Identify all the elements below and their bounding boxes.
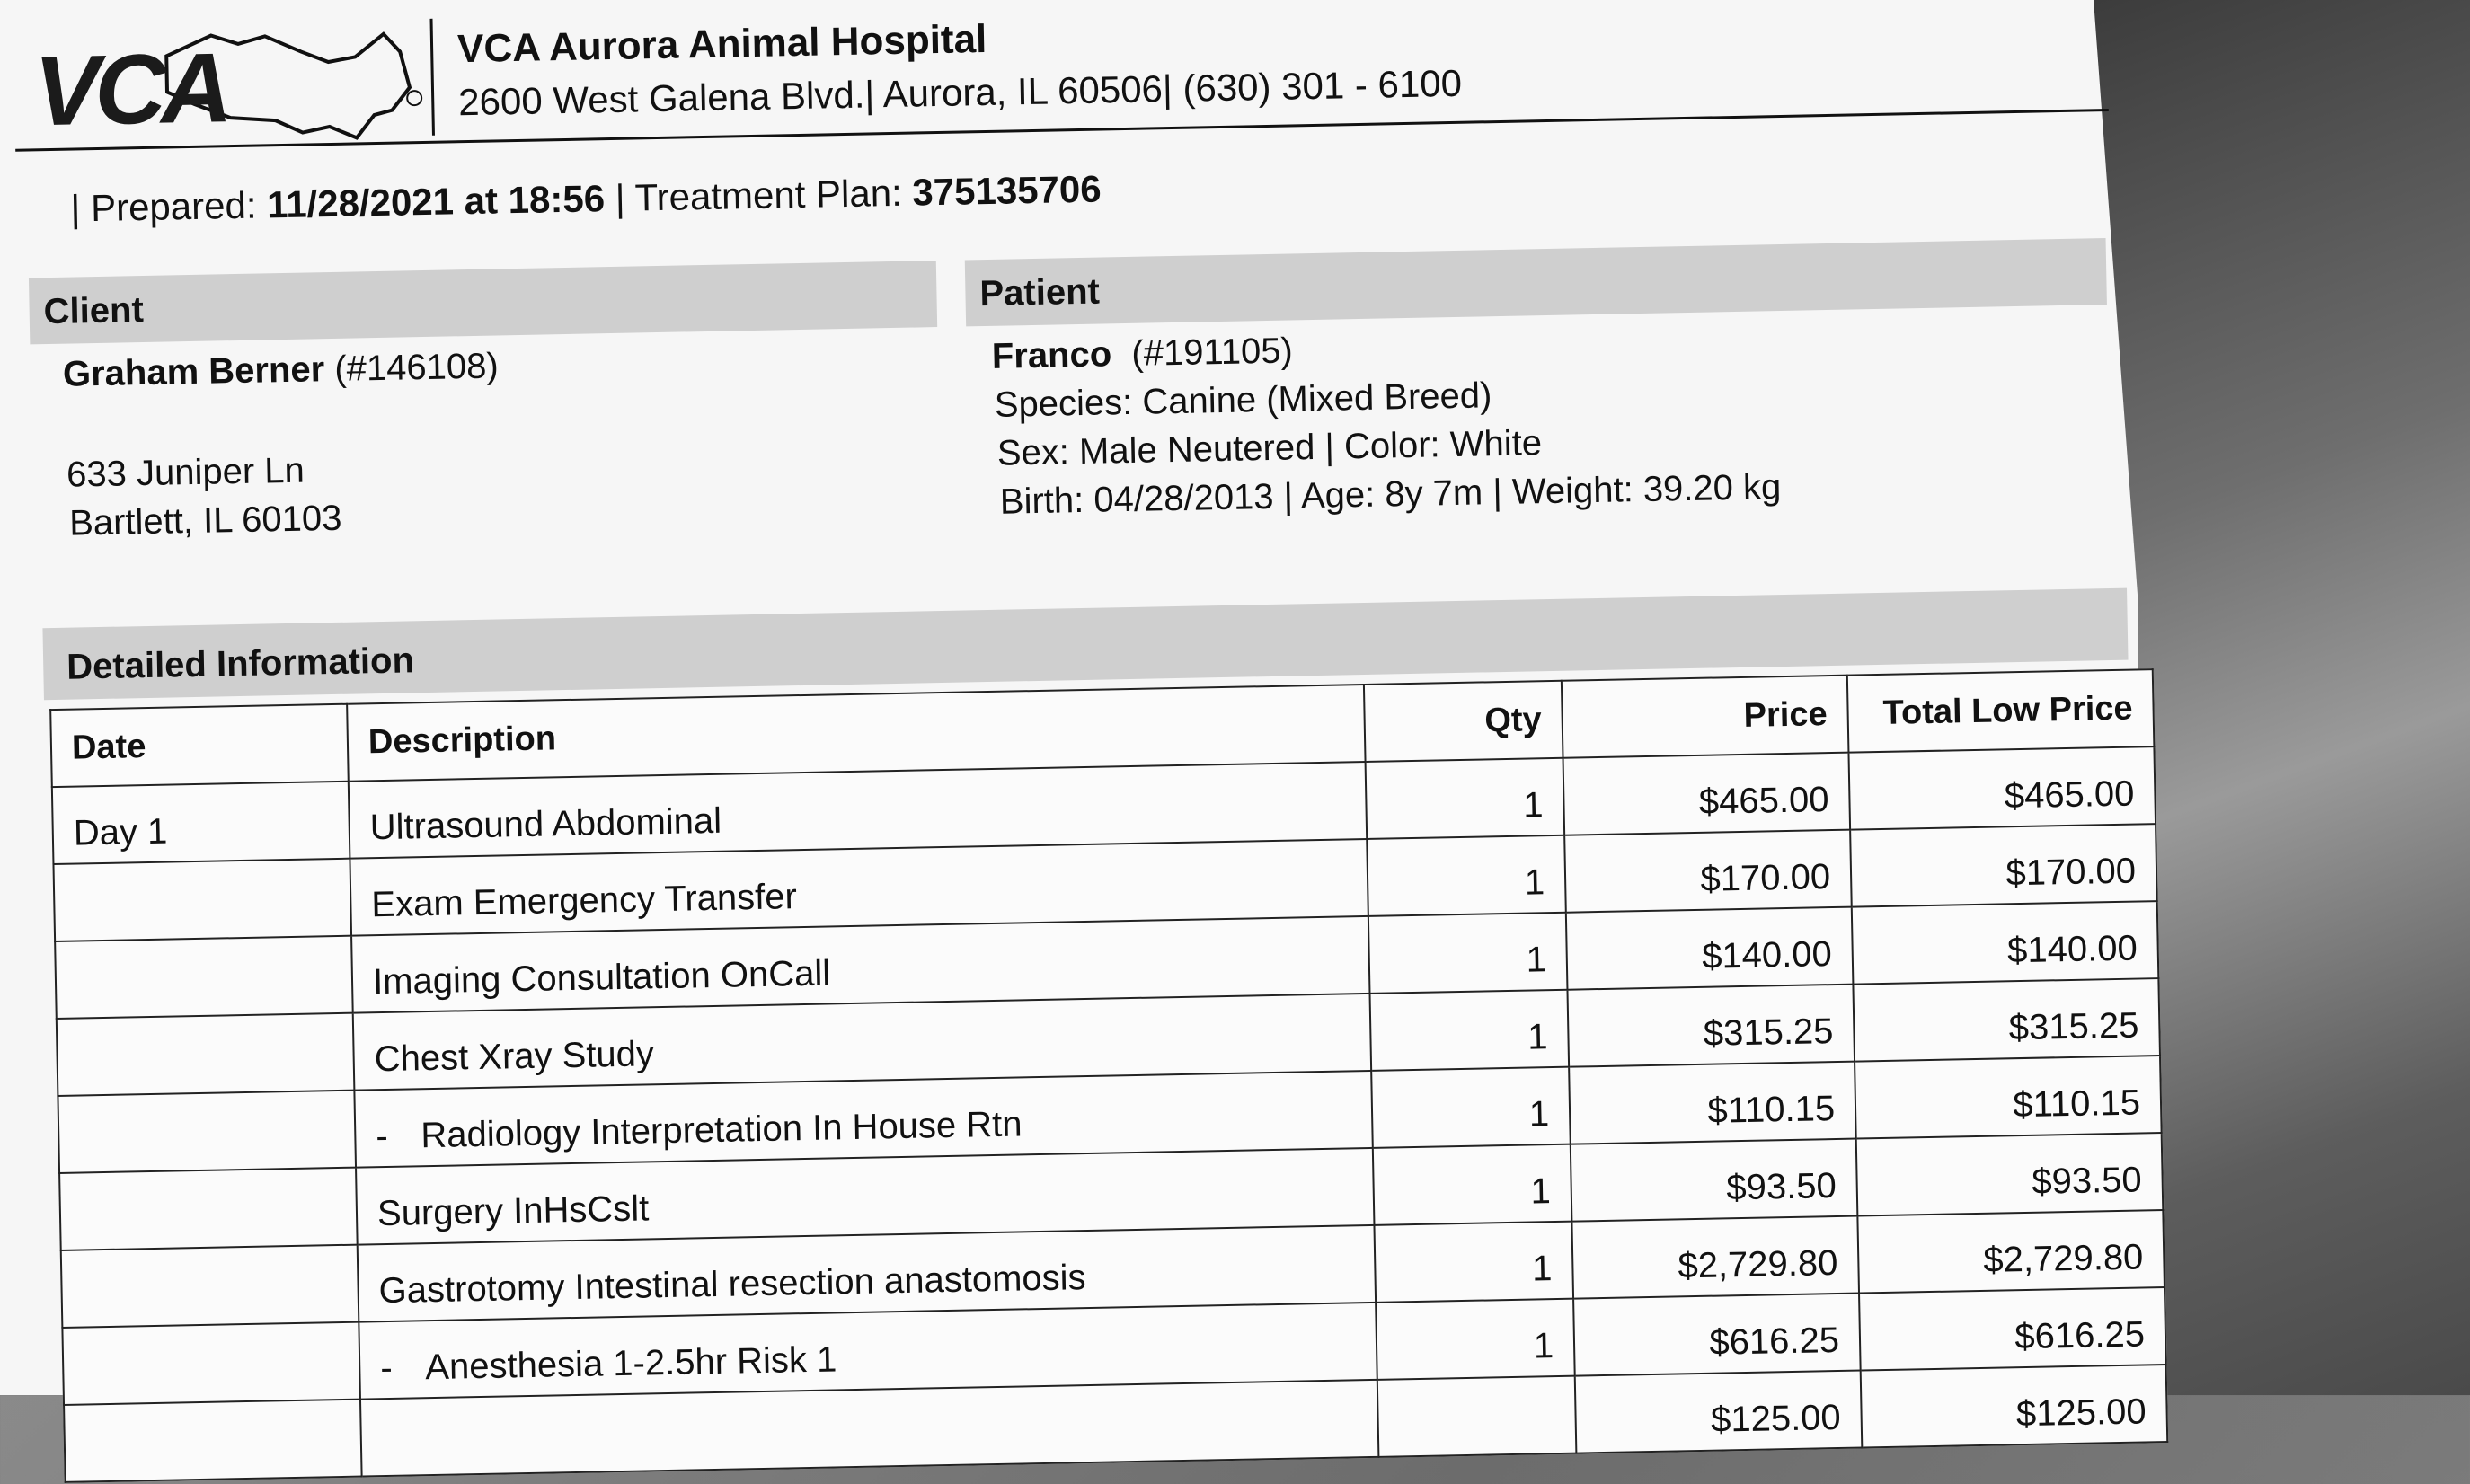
qty-cell [1367, 835, 1566, 916]
qty-cell [1374, 1222, 1573, 1303]
description-cell-text: Anesthesia 1-2.5hr Risk 1 [424, 1339, 837, 1388]
qty-cell [1368, 913, 1568, 994]
column-header-date: Date [50, 704, 349, 787]
price-cell [1569, 1062, 1856, 1144]
price-cell-text: $140.00 [1701, 934, 1833, 976]
description-cell-text: Gastrotomy Intestinal resection anastomosis [378, 1258, 1086, 1312]
description-cell-text: Surgery InHsCslt [376, 1188, 650, 1234]
client-section-header: Client [29, 261, 937, 344]
description-cell-text: Exam Emergency Transfer [370, 877, 798, 925]
description-cell-text: Radiology Interpretation In House Rtn [420, 1104, 1023, 1156]
hospital-name: VCA Aurora Animal Hospital [456, 16, 987, 72]
total-cell-text: $2,729.80 [1982, 1237, 2144, 1280]
patient-section-header: Patient [965, 238, 2107, 326]
date-cell [52, 782, 350, 864]
price-cell [1573, 1294, 1861, 1376]
price-cell [1567, 985, 1855, 1067]
qty-cell-text: 1 [1526, 940, 1547, 980]
date-cell [58, 1091, 356, 1173]
qty-cell-text: 1 [1522, 785, 1544, 826]
patient-name: Franco [991, 334, 1112, 376]
total-cell [1850, 824, 2157, 907]
header-divider [429, 19, 434, 136]
description-cell-text: Ultrasound Abdominal [369, 800, 722, 848]
price-cell [1571, 1216, 1859, 1299]
patient-id: (#191105) [1130, 331, 1294, 374]
patient-species: Species: Canine (Mixed Breed) [994, 375, 1492, 425]
total-cell-text: $110.15 [2012, 1082, 2141, 1126]
description-cell-text: Imaging Consultation OnCall [372, 953, 831, 1003]
prepared-label: | Prepared: [70, 183, 268, 230]
prepared-line [70, 168, 1102, 231]
date-cell [53, 859, 351, 941]
qty-cell [1370, 990, 1570, 1071]
date-cell-text: Day 1 [73, 811, 168, 853]
qty-cell [1377, 1376, 1577, 1457]
total-cell-text: $465.00 [2004, 773, 2135, 817]
date-cell [64, 1400, 362, 1482]
qty-cell-text: 1 [1527, 1017, 1548, 1057]
qty-cell-text: 1 [1524, 862, 1545, 903]
description-cell-text: Chest Xray Study [374, 1034, 655, 1080]
vca-logo-graphic [31, 24, 429, 148]
client-name-line [63, 346, 500, 394]
price-cell-text: $93.50 [1725, 1166, 1837, 1208]
total-cell [1853, 978, 2160, 1062]
treatment-plan-label: | Treatment Plan: [604, 171, 913, 220]
patient-birth-age-weight: Birth: 04/28/2013 | Age: 8y 7m | Weight: 39.20 kg [999, 467, 1782, 522]
price-cell [1563, 753, 1851, 835]
qty-cell-text: 1 [1530, 1171, 1552, 1212]
patient-name-line [991, 331, 1293, 376]
qty-cell [1366, 758, 1565, 839]
line-items-body [52, 746, 2167, 1482]
client-address-line1: 633 Juniper Ln [66, 450, 305, 495]
total-cell [1861, 1365, 2168, 1448]
total-cell [1852, 901, 2159, 985]
total-cell-text: $140.00 [2006, 928, 2138, 971]
date-cell [55, 936, 353, 1019]
total-cell-text: $125.00 [2015, 1391, 2147, 1435]
client-name: Graham Berner [62, 349, 325, 394]
column-header-total-low-price: Total Low Price [1847, 669, 2155, 753]
sub-item-dash: - [375, 1116, 389, 1157]
qty-cell [1376, 1299, 1575, 1380]
price-cell-text: $110.15 [1707, 1089, 1836, 1131]
client-address-line2: Bartlett, IL 60103 [68, 498, 342, 543]
qty-cell-text: 1 [1528, 1094, 1550, 1135]
qty-cell [1371, 1067, 1571, 1148]
total-cell-text: $170.00 [2005, 851, 2137, 894]
total-cell [1859, 1287, 2166, 1371]
price-cell [1566, 907, 1854, 990]
hospital-address: 2600 West Galena Blvd.| Aurora, IL 60506| (630) 301 - 6100 [457, 61, 1463, 124]
treatment-plan-number: 375135706 [911, 167, 1102, 214]
total-cell [1857, 1210, 2165, 1294]
vca-logo [31, 24, 429, 148]
date-cell [62, 1322, 360, 1405]
detailed-information-header: Detailed Information [42, 588, 2128, 701]
date-cell [57, 1013, 355, 1096]
column-header-qty: Qty [1364, 681, 1563, 762]
total-cell [1848, 746, 2156, 830]
line-items-table [49, 668, 2168, 1483]
price-cell-text: $465.00 [1698, 780, 1829, 822]
total-cell-text: $315.25 [2008, 1005, 2139, 1048]
date-cell [61, 1245, 359, 1328]
total-cell [1856, 1133, 2164, 1216]
price-cell [1571, 1139, 1858, 1222]
logo-lettering: VCA [32, 32, 228, 147]
price-cell [1564, 830, 1852, 913]
price-cell-text: $2,729.80 [1678, 1242, 1838, 1286]
price-cell [1575, 1371, 1863, 1453]
price-cell-text: $170.00 [1700, 857, 1831, 899]
price-cell-text: $125.00 [1710, 1397, 1842, 1440]
date-cell [59, 1168, 358, 1250]
client-id: (#146108) [333, 346, 500, 389]
patient-sex-color: Sex: Male Neutered | Color: White [996, 423, 1543, 473]
price-cell-text: $315.25 [1703, 1011, 1834, 1054]
qty-cell-text: 1 [1533, 1326, 1554, 1366]
qty-cell-text: 1 [1531, 1249, 1553, 1289]
price-cell-text: $616.25 [1709, 1320, 1840, 1363]
column-header-description: Description [347, 685, 1365, 782]
total-cell-text: $93.50 [2031, 1160, 2143, 1202]
total-cell-text: $616.25 [2014, 1314, 2146, 1357]
prepared-value: 11/28/2021 at 18:56 [266, 177, 606, 226]
sub-item-dash: - [379, 1347, 394, 1389]
column-header-price: Price [1562, 676, 1849, 758]
total-cell [1855, 1056, 2162, 1139]
qty-cell [1373, 1144, 1572, 1225]
